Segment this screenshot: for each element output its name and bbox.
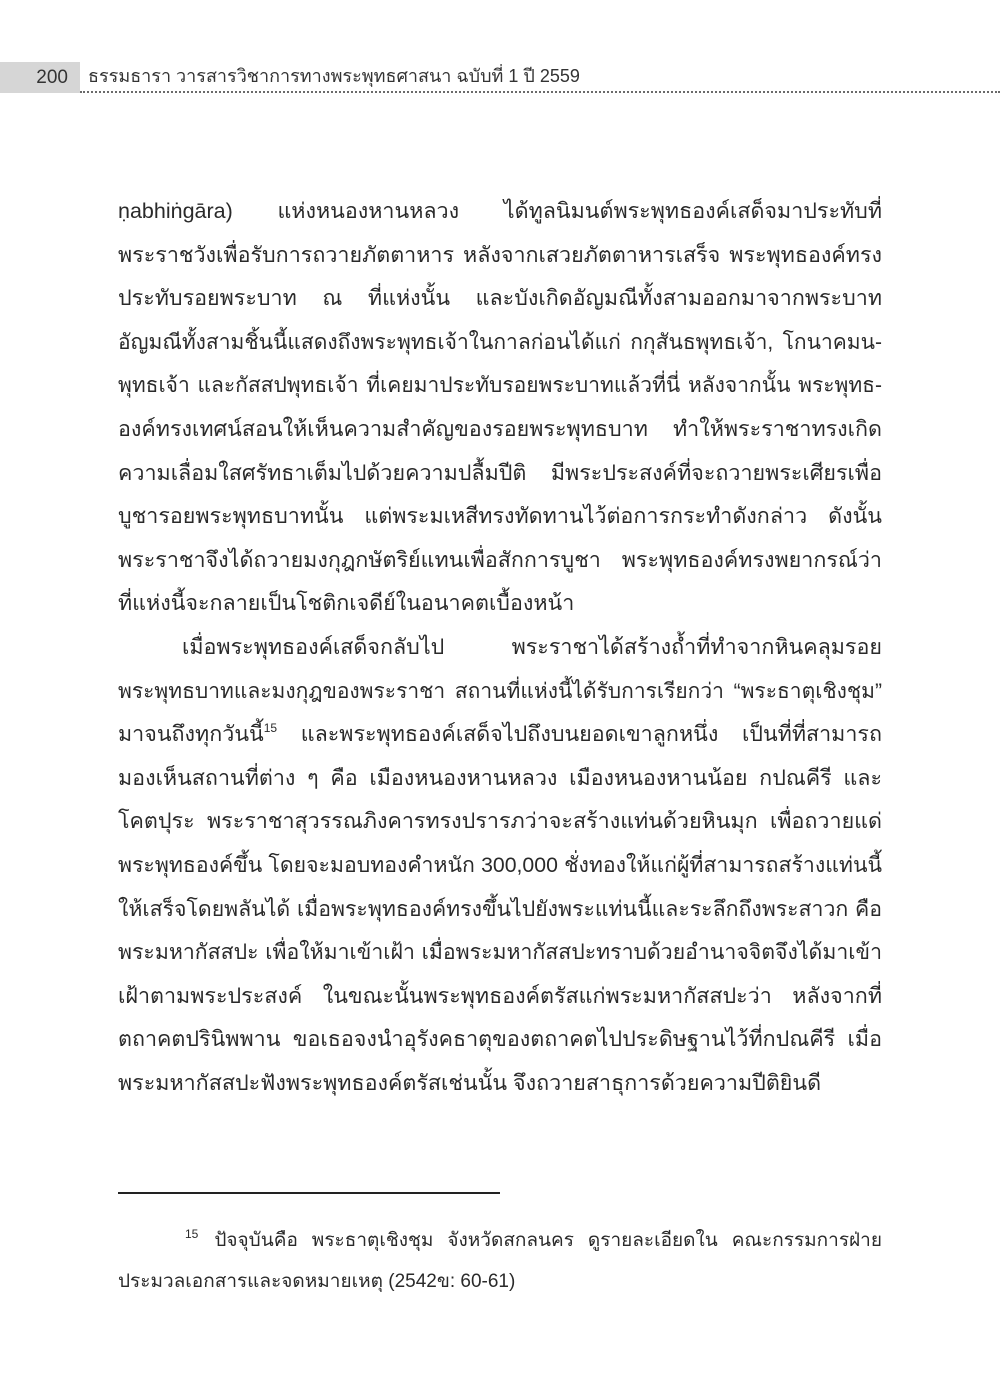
footnote-line: ประมวลเอกสารและจดหมายเหตุ (2542ข: 60-61): [118, 1271, 516, 1292]
body-line: อัญมณีทั้งสามชิ้นนี้แสดงถึงพระพุทธเจ้าในกาลก่อนได้แก่ กกุสันธพุทธเจ้า, โกนาคมน-: [118, 330, 882, 354]
footnote-text: ปัจจุบันคือ พระธาตุเชิงชุม จังหวัดสกลนคร ดูรายละเอียดใน คณะกรรมการฝ่าย: [214, 1230, 882, 1251]
body-line: องค์ทรงเทศน์สอนให้เห็นความสำคัญของรอยพระพุทธบาท ทำให้พระราชาทรงเกิด: [118, 416, 882, 441]
body-line: พระมหากัสสปะฟังพระพุทธองค์ตรัสเช่นนั้น จึงถวายสาธุการด้วยความปีติยินดี: [118, 1070, 822, 1095]
body-line: พระมหากัสสปะ เพื่อให้มาเข้าเฝ้า เมื่อพระมหากัสสปะทราบด้วยอำนาจจิตจึงได้มาเข้า: [118, 940, 882, 965]
body-line: ความเลื่อมใสศรัทธาเต็มไปด้วยความปลื้มปีติ มีพระประสงค์ที่จะถวายพระเศียรเพื่อ: [118, 460, 882, 485]
body-line: เมื่อพระพุทธองค์เสด็จกลับไป พระราชาได้สร้างถ้ำที่ทำจากหินคลุมรอย: [182, 634, 882, 659]
page-number: 200: [36, 67, 68, 88]
paragraph-1: [118, 190, 882, 626]
body-line: พุทธเจ้า และกัสสปพุทธเจ้า ที่เคยมาประทับรอยพระบาทแล้วที่นี่ หลังจากนั้น พระพุทธ-: [118, 374, 882, 398]
body-line: เฝ้าตามพระประสงค์ ในขณะนั้นพระพุทธองค์ตรัสแก่พระมหากัสสปะว่า หลังจากที่: [118, 983, 882, 1008]
body-line: โคตปุระ พระราชาสุวรรณภิงคารทรงปรารภว่าจะสร้างแท่นด้วยหินมุก เพื่อถวายแด่: [118, 809, 882, 834]
footnote-reference: 15: [263, 721, 278, 736]
footnote-separator-rule: [118, 1192, 500, 1194]
body-line: มองเห็นสถานที่ต่าง ๆ คือ เมืองหนองหานหลวง เมืองหนองหานน้อย กปณคีรี และ: [118, 765, 882, 790]
body-line: พระราชาจึงได้ถวายมงกุฎกษัตริย์แทนเพื่อสักการบูชา พระพุทธองค์ทรงพยากรณ์ว่า: [118, 547, 882, 572]
body-line: ที่แห่งนี้จะกลายเป็นโชติกเจดีย์ในอนาคตเบื้องหน้า: [118, 591, 575, 616]
page-number-box: [0, 62, 80, 93]
body-line: ให้เสร็จโดยพลันได้ เมื่อพระพุทธองค์ทรงขึ้นไปยังพระแท่นนี้และระลึกถึงพระสาวก คือ: [118, 896, 882, 921]
body-line: พระราชวังเพื่อรับการถวายภัตตาหาร หลังจากเสวยภัตตาหารเสร็จ พระพุทธองค์ทรง: [118, 242, 882, 267]
body-line: พระพุทธองค์ขึ้น โดยจะมอบทองคำหนัก 300,000 ชั่งทองให้แก่ผู้ที่สามารถสร้างแท่นนี้: [118, 852, 882, 877]
body-line: ตถาคตปรินิพพาน ขอเธอจงนำอุรังคธาตุของตถาคตไปประดิษฐานไว้ที่กปณคีรี เมื่อ: [118, 1027, 882, 1052]
body-line-text: มาจนถึงทุกวันนี้: [118, 722, 264, 747]
body-line: ประทับรอยพระบาท ณ ที่แห่งนั้น และบังเกิดอัญมณีทั้งสามออกมาจากพระบาท: [118, 286, 882, 311]
body-line-with-note-ref: [118, 713, 882, 757]
body-line-text: และพระพุทธองค์เสด็จไปถึงบนยอดเขาลูกหนึ่ง เป็นที่ที่สามารถ: [277, 722, 882, 747]
footnotes: [118, 1220, 882, 1302]
body-line: ṇabhiṅgāra) แห่งหนองหานหลวง ได้ทูลนิมนต์พระพุทธองค์เสด็จมาประทับที่: [118, 199, 882, 223]
body-line: บูชารอยพระพุทธบาทนั้น แต่พระมเหสีทรงทัดทานไว้ต่อการกระทำดังกล่าว ดังนั้น: [118, 504, 882, 529]
footnote-line: [118, 1220, 882, 1261]
body-text: [118, 190, 882, 1105]
footnote-number: 15: [185, 1227, 199, 1241]
paragraph-2: [118, 626, 882, 1106]
header-dotted-rule: [80, 91, 1000, 93]
body-line: พระพุทธบาทและมงกุฎของพระราชา สถานที่แห่งนี้ได้รับการเรียกว่า “พระธาตุเชิงชุม”: [118, 679, 882, 703]
running-header-title: ธรรมธารา วารสารวิชาการทางพระพุทธศาสนา ฉบับที่ 1 ปี 2559: [88, 66, 580, 86]
